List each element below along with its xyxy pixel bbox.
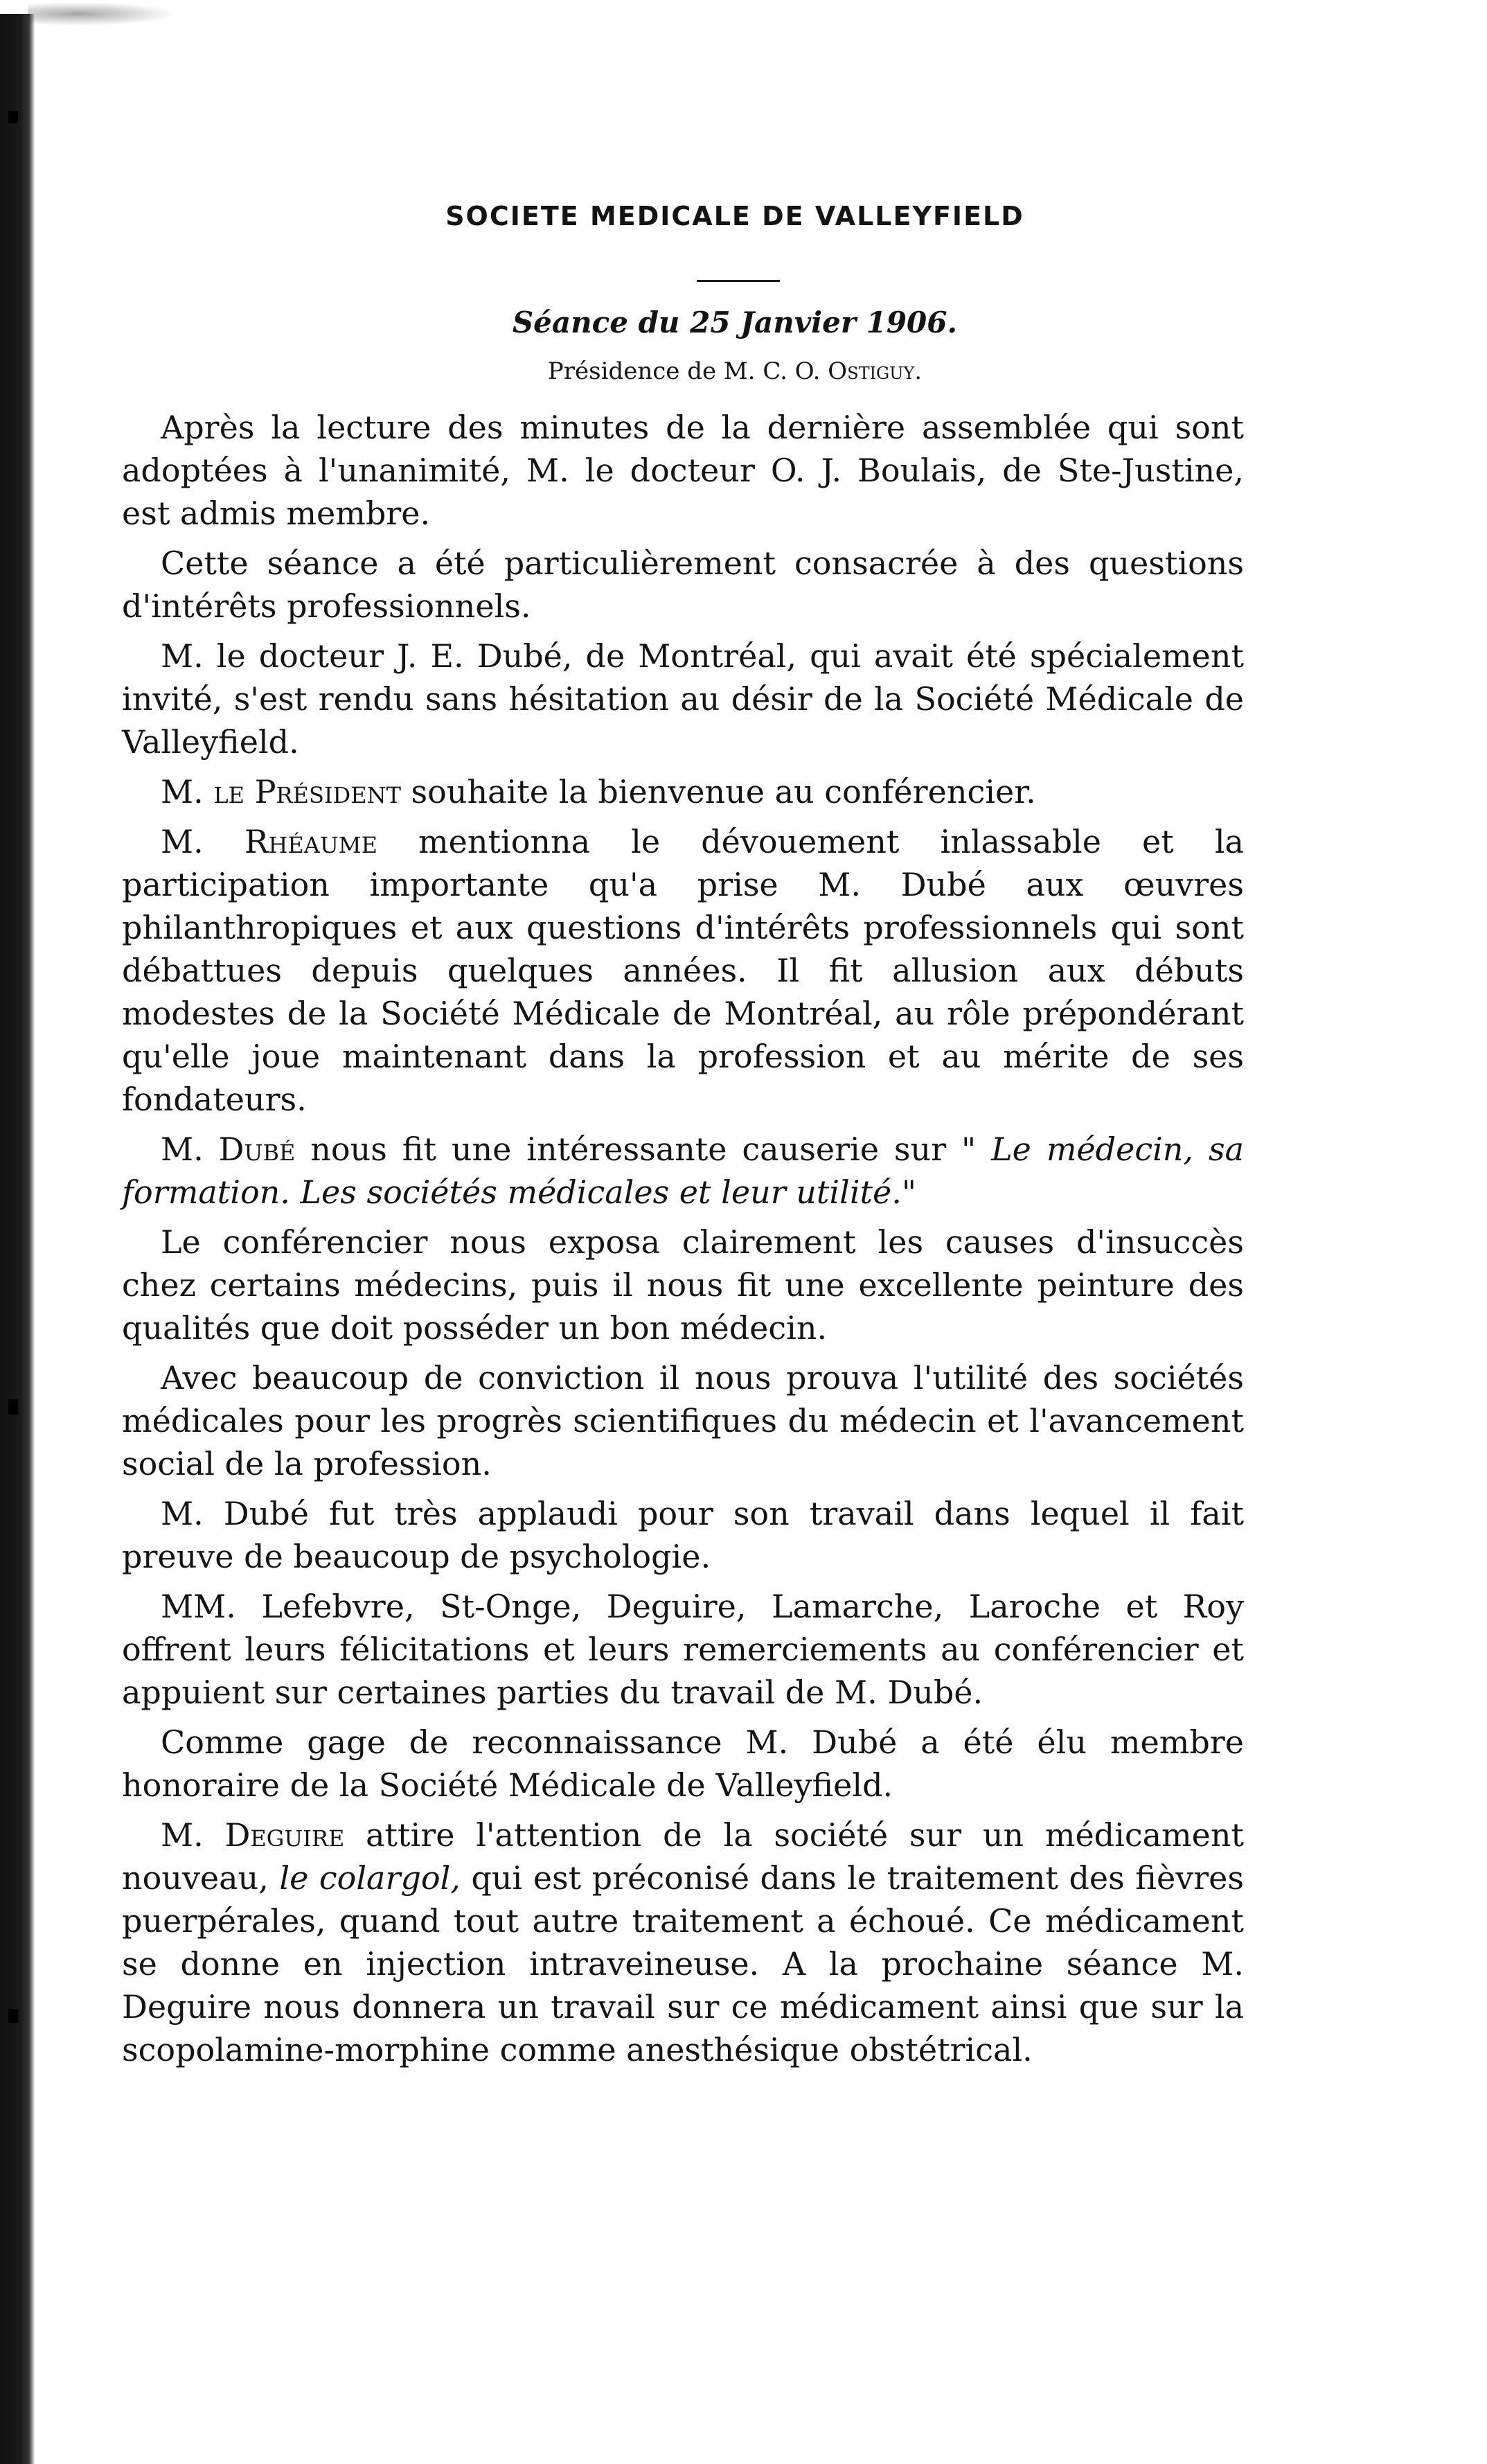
paragraph	[122, 770, 1244, 813]
paragraph-text: souhaite la bienvenue au conférencier.	[400, 773, 1036, 810]
paragraph-text: Cette séance a été particulièrement consacrée à des questions d'intérêts professionnels.	[122, 544, 1244, 625]
president-name: Ostiguy.	[828, 357, 923, 385]
scan-speck	[8, 111, 18, 123]
paragraph-text: Après la lecture des minutes de la dernière assemblée qui sont adoptées à l'unanimité, M. le docteur O. J. Boulais, de Ste-Justine, est admis membre.	[122, 409, 1244, 532]
paragraph	[122, 406, 1244, 535]
paragraph-text: M.	[161, 1131, 219, 1168]
paragraph	[122, 1356, 1244, 1485]
paragraph	[122, 1492, 1244, 1578]
speaker-name: Dubé	[218, 1131, 296, 1168]
paragraph-text: M.	[161, 1816, 225, 1854]
paragraph-text: M.	[161, 823, 244, 860]
paragraph-text: Avec beaucoup de conviction il nous prouva l'utilité des sociétés médicales pour les progrès scientifiques du médecin et l'avancement social de la profession.	[122, 1359, 1244, 1482]
paragraph-text: Le conférencier nous exposa clairement les causes d'insuccès chez certains médecins, puis il nous fit une excellente peinture des qualités que doit posséder un bon médecin.	[122, 1223, 1244, 1347]
title-rule	[697, 280, 780, 282]
paragraph-text: Comme gage de reconnaissance M. Dubé a été élu membre honoraire de la Société Médicale de Valleyfield.	[122, 1723, 1244, 1804]
scan-noise	[28, 0, 194, 28]
binding-edge	[0, 14, 35, 2464]
paragraph-text: M. Dubé fut très applaudi pour son travail dans lequel il fait preuve de beaucoup de psychologie.	[122, 1495, 1244, 1575]
paragraph-text: qui est préconisé dans le traitement des fièvres puerpérales, quand tout autre traitement a échoué. Ce médicament se donne en injection intraveineuse. A la prochaine séance M. Deguire nous donnera un travail sur ce médicament ainsi que sur la scopolamine-morphine comme anesthésique obstétrical.	[122, 1859, 1245, 2068]
paragraph-text: M. le docteur J. E. Dubé, de Montréal, qui avait été spécialement invité, s'est rendu sans hésitation au désir de la Société Médicale de Valleyfield.	[122, 637, 1244, 761]
paragraph	[122, 1721, 1244, 1807]
paragraph	[122, 1128, 1244, 1214]
speaker-name: le Président	[213, 773, 401, 810]
session-date: Séance du 25 Janvier 1906.	[512, 305, 958, 339]
paragraph	[122, 1814, 1244, 2071]
paragraph	[122, 1585, 1244, 1714]
italic-text: le colargol,	[279, 1859, 461, 1897]
italic-text: " Le médecin, sa formation. Les sociétés médicales et leur utilité."	[122, 1131, 1244, 1211]
paragraph	[122, 1221, 1244, 1349]
paragraph-text: mentionna le dévouement inlassable et la participation importante qu'a prise M. Dubé aux œuvres philanthropiques et aux questions d'intérêts professionnels qui sont débattues depuis quelques années. Il fit allusion aux débuts modestes de la Société Médicale de Montréal, au rôle prépondérant qu'elle joue maintenant dans la profession et au mérite de ses fondateurs.	[122, 823, 1244, 1118]
minutes-body	[122, 406, 1244, 2071]
paragraph	[122, 542, 1244, 628]
paragraph	[122, 820, 1244, 1121]
scan-speck	[8, 1399, 18, 1415]
scan-speck	[8, 2009, 18, 2023]
paragraph-text: attire l'attention de la société sur un médicament nouveau,	[122, 1816, 1244, 1897]
speaker-name: Deguire	[224, 1816, 345, 1854]
presidence-line	[122, 357, 1244, 385]
presidence-label: Présidence de M. C. O.	[547, 357, 828, 385]
paragraph-text: M.	[161, 773, 214, 810]
page-title: SOCIETE MEDICALE DE VALLEYFIELD	[445, 201, 1024, 231]
paragraph-text: MM. Lefebvre, St-Onge, Deguire, Lamarche, Laroche et Roy offrent leurs félicitations et leurs remerciements au conférencier et appuient sur certaines parties du travail de M. Dubé.	[122, 1588, 1244, 1711]
speaker-name: Rhéaume	[244, 823, 377, 860]
paragraph	[122, 635, 1244, 763]
page-content	[122, 201, 1244, 2078]
paragraph-text: nous fit une intéressante causerie sur	[295, 1131, 962, 1168]
